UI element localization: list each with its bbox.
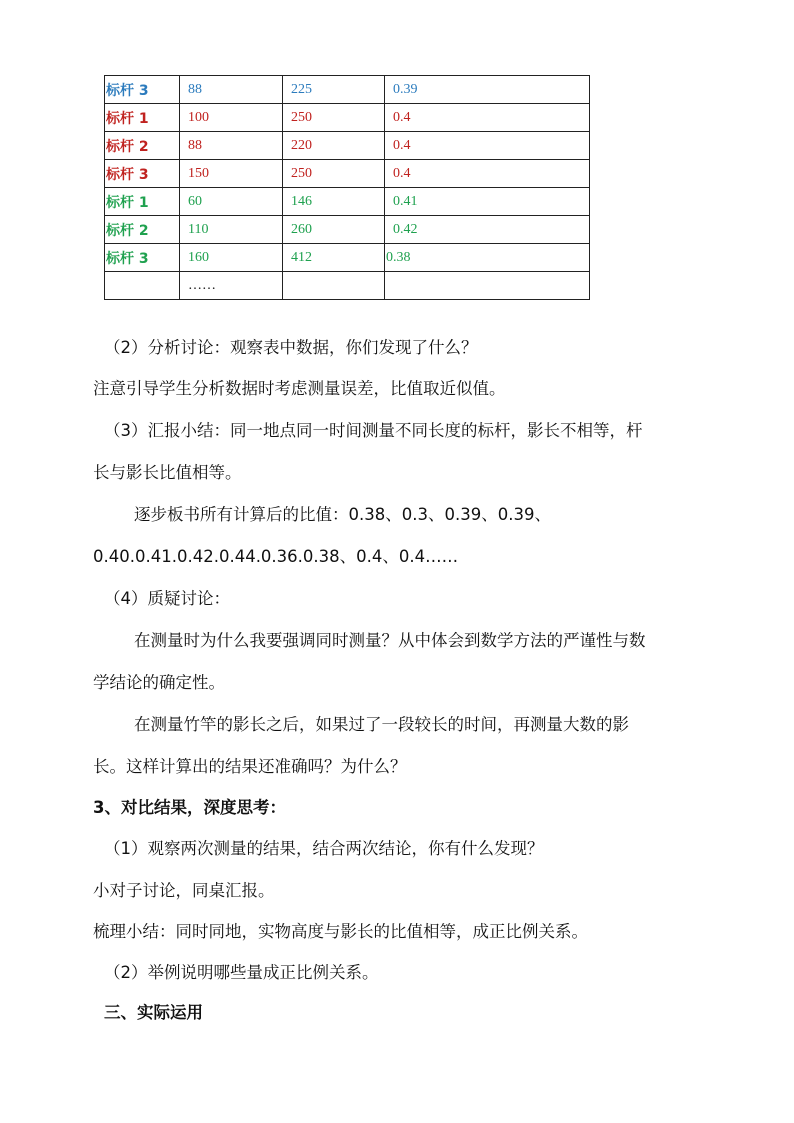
table-cell-c2: 160	[180, 244, 283, 272]
table-cell-c3: 412	[283, 244, 385, 272]
table-cell-c1: 标杆 3	[105, 160, 180, 188]
para-summary-line2: 长与影长比值相等。	[93, 463, 242, 482]
table-cell-c1: 标杆 1	[105, 188, 180, 216]
table-cell-c3: 260	[283, 216, 385, 244]
table-cell-c3: 220	[283, 132, 385, 160]
table-cell-c3: 250	[283, 104, 385, 132]
table-cell-c4: 0.4	[385, 160, 590, 188]
para-ratios-line1: 逐步板书所有计算后的比值：0.38、0.3、0.39、0.39、	[134, 505, 551, 524]
para-observe: （1）观察两次测量的结果，结合两次结论，你有什么发现？	[104, 839, 544, 858]
para-question: （4）质疑讨论：	[104, 589, 230, 608]
table-body	[105, 76, 590, 300]
table-row	[105, 244, 590, 272]
table-cell-c1: 标杆 3	[105, 244, 180, 272]
table-row	[105, 188, 590, 216]
table-cell-c3: 225	[283, 76, 385, 104]
para-analysis: （2）分析讨论：观察表中数据，你们发现了什么？	[104, 338, 478, 357]
para-question-2-line1: 在测量竹竿的影长之后，如果过了一段较长的时间，再测量大数的影	[134, 715, 629, 734]
table-cell-c2: 100	[180, 104, 283, 132]
para-guide: 注意引导学生分析数据时考虑测量误差，比值取近似值。	[93, 379, 506, 398]
section-heading-3: 3、对比结果，深度思考：	[93, 798, 286, 817]
table-cell-c2: 88	[180, 76, 283, 104]
table-cell-c4	[385, 272, 590, 300]
table-cell-c2: 60	[180, 188, 283, 216]
table-cell-c2: 88	[180, 132, 283, 160]
para-ratios-line2: 0.40.0.41.0.42.0.44.0.36.0.38、0.4、0.4……	[93, 547, 459, 566]
table-cell-c3	[283, 272, 385, 300]
table-cell-c2: ……	[180, 272, 283, 300]
table-cell-c1: 标杆 2	[105, 132, 180, 160]
para-discuss: 小对子讨论，同桌汇报。	[93, 881, 275, 900]
table-cell-c4: 0.4	[385, 104, 590, 132]
table-cell-c1: 标杆 3	[105, 76, 180, 104]
para-question-2-line2: 长。这样计算出的结果还准确吗？为什么？	[93, 757, 407, 776]
section-heading-practice: 三、实际运用	[104, 1003, 203, 1022]
table-cell-c2: 110	[180, 216, 283, 244]
para-example: （2）举例说明哪些量成正比例关系。	[104, 963, 379, 982]
table-cell-c4: 0.39	[385, 76, 590, 104]
para-summary-line1: （3）汇报小结：同一地点同一时间测量不同长度的标杆，影长不相等，杆	[104, 421, 643, 440]
table-row	[105, 216, 590, 244]
table-row	[105, 160, 590, 188]
para-conclusion: 梳理小结：同时同地，实物高度与影长的比值相等，成正比例关系。	[93, 922, 588, 941]
table-cell-c2: 150	[180, 160, 283, 188]
table-cell-c4: 0.4	[385, 132, 590, 160]
table-cell-c1: 标杆 2	[105, 216, 180, 244]
para-question-1-line2: 学结论的确定性。	[93, 673, 225, 692]
table-row	[105, 132, 590, 160]
table-cell-c4: 0.41	[385, 188, 590, 216]
para-question-1-line1: 在测量时为什么我要强调同时测量？从中体会到数学方法的严谨性与数	[134, 631, 646, 650]
table-cell-c1: 标杆 1	[105, 104, 180, 132]
table-row	[105, 272, 590, 300]
table-row	[105, 104, 590, 132]
data-table	[104, 75, 590, 300]
table-cell-c3: 146	[283, 188, 385, 216]
table-cell-c3: 250	[283, 160, 385, 188]
table-cell-c4: 0.38	[385, 244, 590, 272]
table-row	[105, 76, 590, 104]
table-cell-c4: 0.42	[385, 216, 590, 244]
table-cell-c1	[105, 272, 180, 300]
